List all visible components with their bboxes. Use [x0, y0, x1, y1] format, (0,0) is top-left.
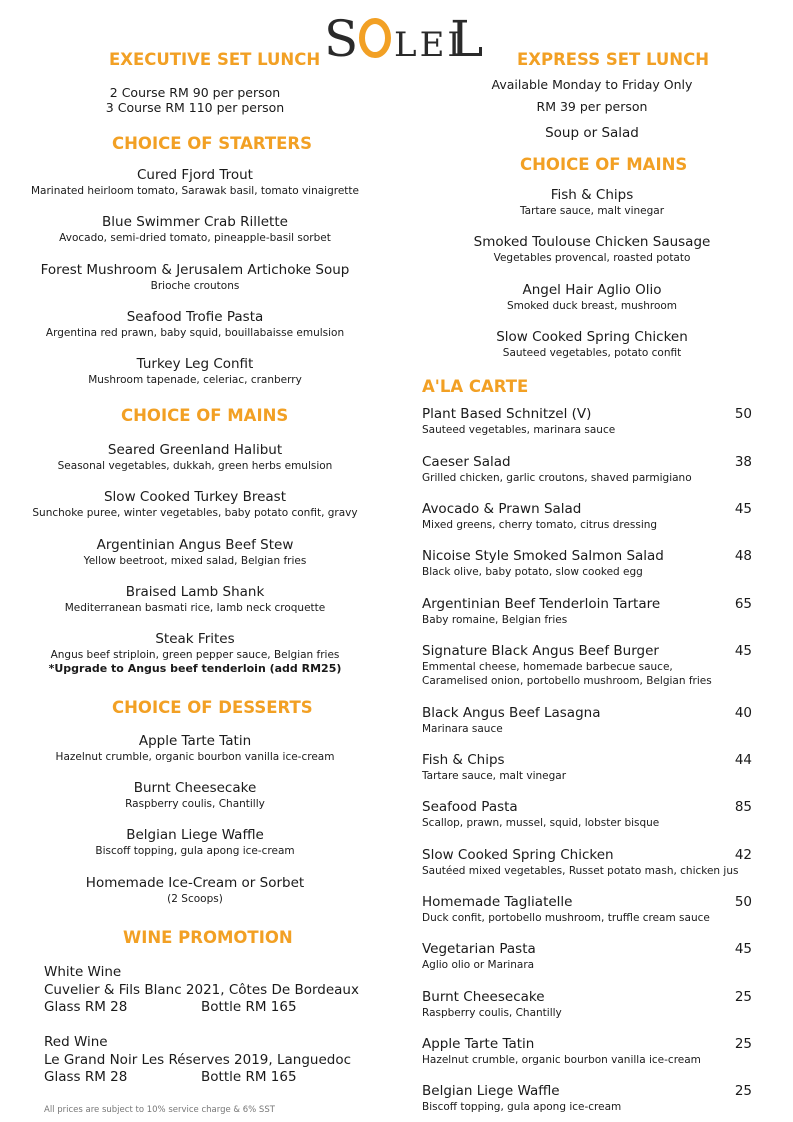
- express-main-item: [397, 234, 787, 265]
- alacarte-desc: Tartare sauce, malt vinegar: [422, 770, 567, 782]
- main-item: [0, 489, 390, 520]
- red-wine-name: Le Grand Noir Les Réserves 2019, Languedoc: [44, 1051, 352, 1068]
- alacarte-price: 25: [734, 1036, 752, 1052]
- alacarte-desc: Sautéed mixed vegetables, Russet potato mash, chicken jus: [422, 865, 739, 877]
- alacarte-item: [422, 548, 752, 579]
- red-wine-block: [44, 1034, 384, 1087]
- express-main-item: [397, 187, 787, 218]
- upgrade-note: *Upgrade to Angus beef tenderloin (add RM25): [48, 662, 342, 675]
- alacarte-item: [422, 847, 752, 878]
- alacarte-item: [422, 643, 752, 688]
- starter-name: Forest Mushroom & Jerusalem Artichoke Soup: [40, 262, 350, 278]
- starter-item: [0, 167, 390, 198]
- alacarte-price: 48: [734, 548, 752, 564]
- alacarte-item: [422, 1083, 752, 1114]
- starter-item: [0, 262, 390, 293]
- starter-item: [0, 214, 390, 245]
- alacarte-desc: Grilled chicken, garlic croutons, shaved parmigiano: [422, 472, 692, 484]
- alacarte-price: 85: [734, 799, 752, 815]
- dessert-item: [0, 875, 390, 906]
- alacarte-price: 65: [734, 596, 752, 612]
- main-name: Steak Frites: [155, 631, 235, 647]
- main-desc: Yellow beetroot, mixed salad, Belgian fries: [83, 555, 307, 567]
- main-item: [0, 631, 390, 676]
- alacarte-desc: Sauteed vegetables, marinara sauce: [422, 424, 616, 436]
- express-main-item: [397, 282, 787, 313]
- main-desc: Sunchoke puree, winter vegetables, baby potato confit, gravy: [32, 507, 358, 519]
- alacarte-item: [422, 406, 752, 437]
- alacarte-price: 44: [734, 752, 752, 768]
- alacarte-price: 25: [734, 989, 752, 1005]
- white-wine-block: [44, 964, 384, 1017]
- express-soup-or-salad: Soup or Salad: [545, 125, 639, 141]
- alacarte-name: Homemade Tagliatelle: [422, 894, 573, 910]
- main-desc: Angus beef striploin, green pepper sauce, Belgian fries: [50, 649, 340, 661]
- wine-promotion-title: WINE PROMOTION: [123, 928, 293, 947]
- dessert-desc: Raspberry coulis, Chantilly: [125, 798, 265, 810]
- alacarte-name: Vegetarian Pasta: [422, 941, 536, 957]
- main-item: [0, 442, 390, 473]
- alacarte-name: Black Angus Beef Lasagna: [422, 705, 601, 721]
- alacarte-price: 42: [734, 847, 752, 863]
- alacarte-name: Apple Tarte Tatin: [422, 1036, 535, 1052]
- alacarte-desc: Baby romaine, Belgian fries: [422, 614, 568, 626]
- express-main-name: Angel Hair Aglio Olio: [522, 282, 662, 298]
- alacarte-price: 45: [734, 501, 752, 517]
- alacarte-name: Burnt Cheesecake: [422, 989, 545, 1005]
- express-set-lunch-title: EXPRESS SET LUNCH: [517, 50, 710, 69]
- alacarte-desc: Emmental cheese, homemade barbecue sauce,: [422, 661, 673, 673]
- alacarte-desc: Black olive, baby potato, slow cooked egg: [422, 566, 643, 578]
- alacarte-price: 50: [734, 406, 752, 422]
- mains-left-title: CHOICE OF MAINS: [121, 406, 289, 425]
- svg-text:L: L: [450, 10, 484, 68]
- alacarte-item: [422, 501, 752, 532]
- alacarte-name: Argentinian Beef Tenderloin Tartare: [422, 596, 661, 612]
- starters-title: CHOICE OF STARTERS: [112, 134, 312, 153]
- starter-name: Seafood Trofie Pasta: [126, 309, 264, 325]
- svg-text:LEI: LEI: [394, 25, 464, 65]
- main-name: Argentinian Angus Beef Stew: [96, 537, 294, 553]
- alacarte-desc: Marinara sauce: [422, 723, 503, 735]
- starter-desc: Mushroom tapenade, celeriac, cranberry: [88, 374, 302, 386]
- mains-right-title: CHOICE OF MAINS: [520, 155, 688, 174]
- express-availability: Available Monday to Friday Only: [491, 77, 693, 92]
- alacarte-price: 25: [734, 1083, 752, 1099]
- dessert-name: Belgian Liege Waffle: [126, 827, 264, 843]
- alacarte-name: Slow Cooked Spring Chicken: [422, 847, 614, 863]
- dessert-name: Apple Tarte Tatin: [138, 733, 252, 749]
- starter-name: Turkey Leg Confit: [136, 356, 254, 372]
- soleil-logo: [322, 2, 484, 68]
- alacarte-name: Signature Black Angus Beef Burger: [422, 643, 659, 659]
- starter-desc: Argentina red prawn, baby squid, bouillabaisse emulsion: [45, 327, 345, 339]
- dessert-item: [0, 733, 390, 764]
- dessert-item: [0, 780, 390, 811]
- dessert-name: Burnt Cheesecake: [133, 780, 257, 796]
- main-name: Seared Greenland Halibut: [107, 442, 283, 458]
- svg-text:S: S: [324, 10, 359, 68]
- alacarte-desc: Mixed greens, cherry tomato, citrus dressing: [422, 519, 658, 531]
- dessert-desc: Hazelnut crumble, organic bourbon vanilla ice-cream: [55, 751, 335, 763]
- alacarte-name: Nicoise Style Smoked Salmon Salad: [422, 548, 664, 564]
- alacarte-name: Avocado & Prawn Salad: [422, 501, 582, 517]
- dessert-desc: Biscoff topping, gula apong ice-cream: [95, 845, 295, 857]
- main-desc: Seasonal vegetables, dukkah, green herbs emulsion: [57, 460, 333, 472]
- footer-note: All prices are subject to 10% service charge & 6% SST: [44, 1105, 275, 1115]
- white-wine-label: White Wine: [44, 964, 122, 980]
- desserts-title: CHOICE OF DESSERTS: [112, 698, 313, 717]
- starter-name: Blue Swimmer Crab Rillette: [102, 214, 288, 230]
- white-wine-glass-price: Glass RM 28: [44, 999, 128, 1015]
- white-wine-bottle-price: Bottle RM 165: [201, 999, 297, 1015]
- express-main-desc: Sauteed vegetables, potato confit: [502, 347, 682, 359]
- main-name: Slow Cooked Turkey Breast: [103, 489, 286, 505]
- alacarte-desc: Aglio olio or Marinara: [422, 959, 535, 971]
- alacarte-desc: Hazelnut crumble, organic bourbon vanilla ice-cream: [422, 1054, 701, 1066]
- red-wine-glass-price: Glass RM 28: [44, 1069, 128, 1085]
- starter-item: [0, 356, 390, 387]
- alacarte-price: 38: [734, 454, 752, 470]
- alacarte-name: Seafood Pasta: [422, 799, 518, 815]
- alacarte-item: [422, 454, 752, 485]
- alacarte-desc: Raspberry coulis, Chantilly: [422, 1007, 562, 1019]
- alacarte-item: [422, 752, 752, 783]
- express-main-name: Fish & Chips: [550, 187, 634, 203]
- alacarte-desc: Biscoff topping, gula apong ice-cream: [422, 1101, 622, 1113]
- express-main-name: Slow Cooked Spring Chicken: [496, 329, 688, 345]
- starter-desc: Marinated heirloom tomato, Sarawak basil, tomato vinaigrette: [31, 185, 359, 197]
- main-item: [0, 584, 390, 615]
- starter-item: [0, 309, 390, 340]
- alacarte-item: [422, 596, 752, 627]
- express-main-desc: Smoked duck breast, mushroom: [506, 300, 678, 312]
- alacarte-price: 45: [734, 941, 752, 957]
- alacarte-desc: Duck confit, portobello mushroom, truffle cream sauce: [422, 912, 710, 924]
- alacarte-item: [422, 894, 752, 925]
- main-name: Braised Lamb Shank: [125, 584, 265, 600]
- dessert-item: [0, 827, 390, 858]
- main-item: [0, 537, 390, 568]
- express-price: RM 39 per person: [536, 99, 648, 114]
- starter-desc: Avocado, semi-dried tomato, pineapple-basil sorbet: [59, 232, 331, 244]
- alacarte-item: [422, 799, 752, 830]
- alacarte-price: 40: [734, 705, 752, 721]
- alacarte-price: 45: [734, 643, 752, 659]
- express-main-desc: Tartare sauce, malt vinegar: [519, 205, 665, 217]
- executive-price-2-course: 2 Course RM 90 per person: [109, 85, 281, 100]
- executive-set-lunch-title: EXECUTIVE SET LUNCH: [109, 50, 321, 69]
- dessert-name: Homemade Ice-Cream or Sorbet: [85, 875, 305, 891]
- main-desc: Mediterranean basmati rice, lamb neck croquette: [64, 602, 326, 614]
- alacarte-title: A'LA CARTE: [422, 377, 529, 396]
- express-main-name: Smoked Toulouse Chicken Sausage: [473, 234, 711, 250]
- alacarte-item: [422, 1036, 752, 1067]
- alacarte-name: Fish & Chips: [422, 752, 505, 768]
- starter-desc: Brioche croutons: [150, 280, 240, 292]
- red-wine-label: Red Wine: [44, 1034, 108, 1050]
- white-wine-name: Cuvelier & Fils Blanc 2021, Côtes De Bordeaux: [44, 981, 359, 998]
- alacarte-item: [422, 941, 752, 972]
- red-wine-bottle-price: Bottle RM 165: [201, 1069, 297, 1085]
- alacarte-item: [422, 705, 752, 736]
- alacarte-name: Caeser Salad: [422, 454, 511, 470]
- alacarte-desc: Scallop, prawn, mussel, squid, lobster bisque: [422, 817, 660, 829]
- alacarte-item: [422, 989, 752, 1020]
- dessert-desc: (2 Scoops): [167, 893, 223, 905]
- alacarte-price: 50: [734, 894, 752, 910]
- alacarte-name: Plant Based Schnitzel (V): [422, 406, 592, 422]
- executive-price-3-course: 3 Course RM 110 per person: [105, 100, 285, 115]
- alacarte-name: Belgian Liege Waffle: [422, 1083, 560, 1099]
- express-main-desc: Vegetables provencal, roasted potato: [493, 252, 691, 264]
- express-main-item: [397, 329, 787, 360]
- starter-name: Cured Fjord Trout: [137, 167, 253, 183]
- alacarte-desc-line2: Caramelised onion, portobello mushroom, Belgian fries: [422, 675, 712, 687]
